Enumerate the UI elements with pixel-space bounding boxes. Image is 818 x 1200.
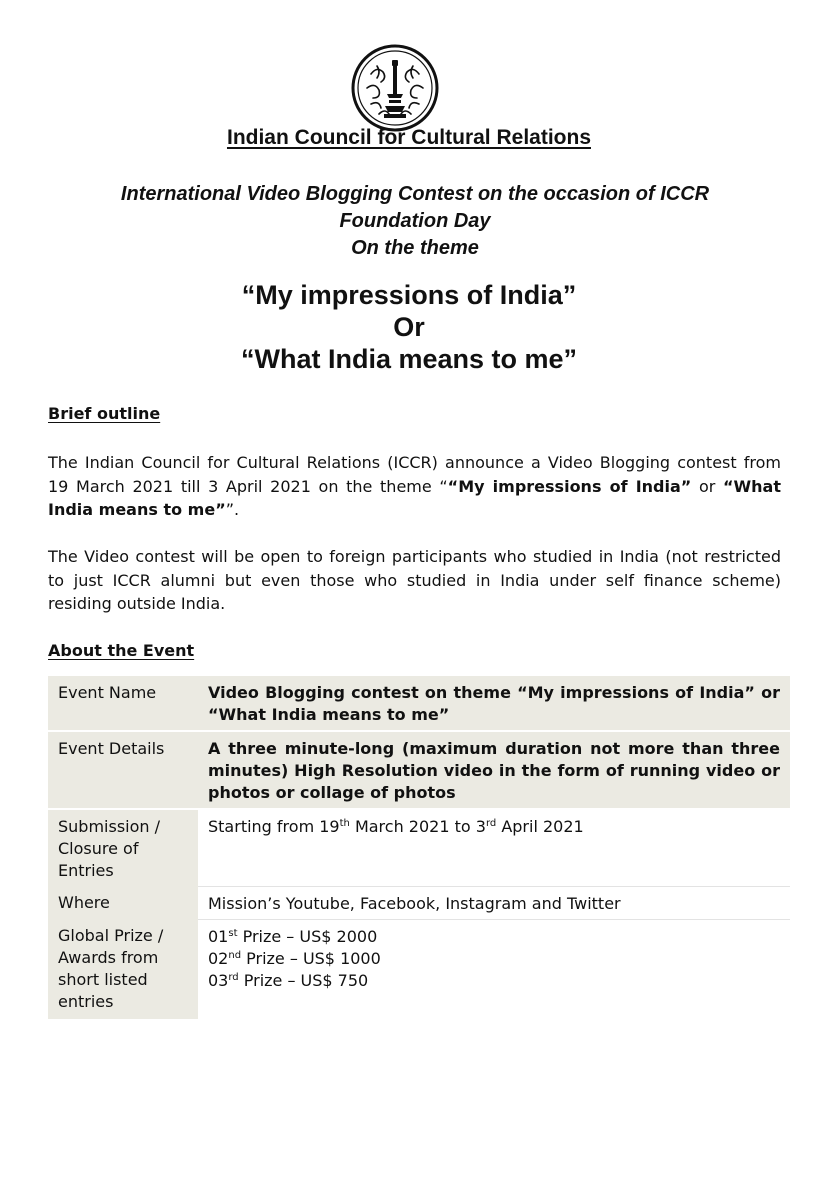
table-row <box>48 919 790 1019</box>
para-theme-1: “My impressions of India” <box>447 476 692 496</box>
ordinal-suffix: th <box>339 818 350 829</box>
row-label: Where <box>48 886 198 919</box>
ordinal-suffix: rd <box>228 971 239 983</box>
contest-subtitle <box>60 181 770 262</box>
date-text: April 2021 <box>496 817 584 836</box>
theme-line: “What India means to me” <box>240 344 578 374</box>
subtitle-line: Foundation Day <box>339 210 491 232</box>
ordinal-suffix: rd <box>485 818 497 829</box>
table-row <box>48 676 790 731</box>
ordinal-suffix: st <box>228 927 238 939</box>
table-row <box>48 886 790 919</box>
table-row <box>48 731 790 809</box>
para-theme-2: “What India means to me” <box>48 476 781 519</box>
event-details-value: A three minute-long (maximum duration not more than three minutes) High Resolution video in the form of running video or photos or collage of photos <box>198 731 790 809</box>
theme-line: Or <box>393 312 425 342</box>
prize-item <box>208 970 780 992</box>
row-label: Submission / Closure of Entries <box>48 809 198 886</box>
prize-amount: Prize – US$ 2000 <box>237 926 378 946</box>
prize-amount: Prize – US$ 750 <box>238 970 369 990</box>
about-event-heading: About the Event <box>48 641 195 660</box>
date-text: March 2021 to 3 <box>349 817 486 836</box>
prize-rank: 02 <box>208 948 229 968</box>
para-text: The Indian Council for Cultural Relations (ICCR) announce a Video Blogging contest from 19 March 2021 till 3 April 2021 on the theme “ <box>48 453 781 496</box>
prize-item <box>208 926 780 948</box>
organization-title: Indian Council for Cultural Relations <box>226 126 591 149</box>
prize-rank: 01 <box>208 926 229 946</box>
where-value: Mission’s Youtube, Facebook, Instagram and Twitter <box>198 886 790 919</box>
para-text: ”. <box>225 500 240 519</box>
para-text: or <box>691 476 723 496</box>
event-name-value: Video Blogging contest on theme “My impressions of India” or “What India means to me” <box>198 676 790 731</box>
prizes-value <box>198 919 790 1019</box>
subtitle-line: On the theme <box>351 237 479 259</box>
prize-amount: Prize – US$ 1000 <box>241 948 381 968</box>
theme-line: “My impressions of India” <box>241 280 577 310</box>
prize-rank: 03 <box>208 970 229 990</box>
subtitle-line: International Video Blogging Contest on the occasion of ICCR <box>120 183 710 205</box>
ordinal-suffix: nd <box>228 949 242 961</box>
event-details-table <box>48 676 790 1019</box>
brief-outline-heading: Brief outline <box>48 404 161 423</box>
table-row <box>48 809 790 886</box>
date-text: Starting from 19 <box>208 817 340 836</box>
contest-theme <box>0 279 818 375</box>
row-label: Event Name <box>48 676 198 731</box>
prize-item <box>208 948 780 970</box>
submission-value <box>198 809 790 886</box>
brief-outline-paragraph-1 <box>48 451 781 522</box>
row-label: Event Details <box>48 731 198 809</box>
brief-outline-paragraph-2: The Video contest will be open to foreign participants who studied in India (not restricted to just ICCR alumni but even those who studied in India under self finance scheme) residing outside India. <box>48 547 781 613</box>
row-label: Global Prize / Awards from short listed entries <box>48 919 198 1019</box>
iccr-emblem-logo <box>351 44 439 132</box>
